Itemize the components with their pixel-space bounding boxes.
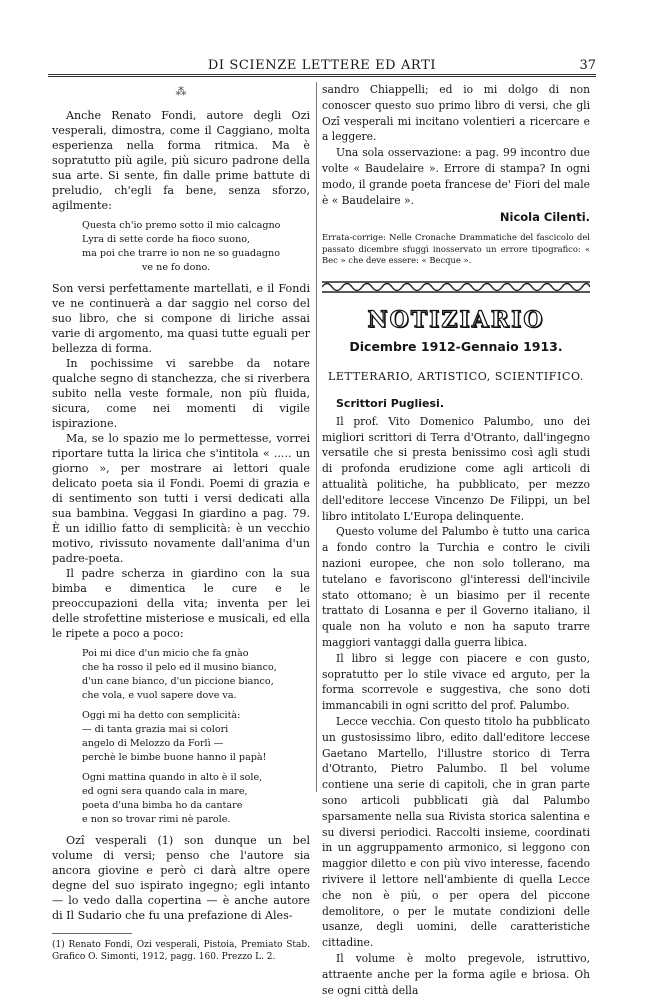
verse-line: che ha rosso il pelo ed il musino bianco, [82, 662, 277, 673]
subheading: Scrittori Pugliesi. [336, 396, 445, 410]
paragraph: sandro Chiappelli; ed io mi dolgo di non conoscer questo suo primo libro di versi, che gli Ozî vesperali mi incitano volentieri a ricercare e a leggere. [322, 83, 590, 144]
verse-line: e non so trovar rimi nè parole. [82, 814, 231, 825]
paragraph: Lecce vecchia. Con questo titolo ha pubblicato un gustosissimo libro, edito dall'editore leccese Gaetano Martello, l'illustre storico di Terra d'Otranto, Pietro Palumbo. Il bel volume contiene una serie di capitoli, che in gran parte sono articoli pubblicati già dal Palumbo sparsamente nella sua Rivista storica salentina e su diversi periodici. Raccolti insieme, coordinati in un aggruppamento armonico, si leggono con maggior diletto e con più vivo interesse, facendo rivivere il lettore nell'ambiente di quella Lecce che non è più, o per opera del piccone demolitore, o per le mutate condizioni delle usanze, degli uomini, delle caratteristiche cittadine. [322, 715, 590, 950]
footnote: (1) Renato Fondi, Ozi vesperali, Pistoia, Premiato Stab. Grafico O. Simonti, 1912, pagg. 160. Prezzo L. 2. [52, 940, 310, 962]
verse-line: Ogni mattina quando in alto è il sole, [82, 772, 263, 783]
paragraph: Il padre scherza in giardino con la sua bimba e dimentica le cure e le preoccupazioni della vita; inventa per lei delle strofettine misteriose e musicali, ed ella le ripete a poco a poco: [52, 567, 310, 640]
right-column [322, 82, 590, 998]
ornamental-border-icon [322, 277, 590, 297]
verse-line: Lyra di sette corde ha fioco suono, [82, 234, 251, 245]
verse-line: d'un cane bianco, d'un piccione bianco, [82, 676, 274, 687]
notiziario-title-text: NOTIZIARIO [367, 306, 545, 333]
left-column [52, 82, 310, 963]
verse-line: — di tanta grazia mai si colori [82, 724, 229, 735]
paragraph: Il libro si legge con piacere e con gusto, sopratutto per lo stile vivace ed arguto, per la forma scorrevole e suggestiva, che sono doti immancabili in ogni scritto del prof. Palumbo. [322, 651, 590, 713]
paragraph: Il volume è molto pregevole, istruttivo, attraente anche per la forma agile e briosa. Oh se ogni città della [322, 951, 590, 997]
paragraph: Questo volume del Palumbo è tutto una carica a fondo contro la Turchia e contro le civili nazioni europee, che non solo tollerano, ma tutelano e favoriscono gl'interessi dell'incivile stato ottomano; è un biasimo per il recente trattato di Losanna e per il Governo italiano, il quale non ha voluto e non ha saputo trarre maggiori vantaggi dalla guerra libica. [322, 525, 590, 650]
verse-line: che vola, e vuol sapere dove va. [82, 690, 237, 701]
verse-line: Poi mi dice d'un micio che fa gnào [82, 648, 249, 659]
verse-line: perchè le bimbe buone hanno il papà! [82, 752, 267, 763]
verse-line: angelo di Melozzo da Forlì — [82, 738, 224, 749]
verse-block [82, 219, 310, 275]
verse-line: poeta d'una bimba ho da cantare [82, 800, 243, 811]
verse-line: ed ogni sera quando cala in mare, [82, 786, 248, 797]
header-title: DI SCIENZE LETTERE ED ARTI [207, 58, 437, 73]
paragraph: Son versi perfettamente martellati, e il Fondi ve ne continuerà a dar saggio nel corso del suo libro, che si compone di liriche assai varie di argomento, ma quasi tutte eguali per bellezza di forma. [52, 282, 310, 355]
verse-block [82, 709, 310, 765]
paragraph: Il prof. Vito Domenico Palumbo, uno dei migliori scrittori di Terra d'Otranto, dall'ingegno versatile che si presta benissimo così agli studi di profonda erudizione come agli articoli di attualità politiche, ha pubblicato, per mezzo dell'editore leccese Vincenzo De Filippi, un bel libro intitolato L'Europa delinquente. [322, 414, 590, 523]
verse-line: Oggi mi ha detto con semplicità: [82, 710, 241, 721]
paragraph: In pochissime vi sarebbe da notare qualche segno di stanchezza, che si riverbera subito nella veste formale, non più fluida, sicura, come nei momenti di vigile ispirazione. [52, 357, 310, 430]
issue-dates: Dicembre 1912-Gennaio 1913. [349, 338, 563, 354]
page-number: 37 [579, 58, 596, 73]
errata-corrige: Errata-corrige: Nelle Cronache Drammatiche del fascicolo del passato dicembre sfuggì inosservato un errore tipografico: « Bec » che deve essere: « Becque ». [322, 232, 590, 266]
section-heading: LETTERARIO, ARTISTICO, SCIENTIFICO. [327, 369, 585, 383]
header-rule [48, 74, 596, 77]
verse-line: Questa ch'io premo sotto il mio calcagno [82, 220, 281, 231]
paragraph: Ozî vesperali (1) son dunque un bel volume di versi; penso che l'autore sia ancora giovine e però ci darà altre opere degne del suo ispirato ingegno; egli intanto — lo vedo dalla copertina — è anche autore di Il Sudario che fu una prefazione di Ales- [52, 834, 310, 922]
verse-line: ma poi che trarre io non ne so guadagno [82, 248, 280, 259]
decorative-border [322, 277, 590, 297]
paragraph: Una sola osservazione: a pag. 99 incontro due volte « Baudelaire ». Errore di stampa? In ogni modo, il grande poeta francese de' Fiori del male è « Baudelaire ». [322, 146, 590, 207]
footnote-rule [52, 933, 132, 934]
author-signature: Nicola Cilenti. [499, 210, 590, 225]
asterism-ornament: ⁂ [175, 85, 187, 98]
verse-line: ve ne fo dono. [142, 262, 211, 273]
column-divider [316, 82, 317, 792]
verse-block [82, 771, 310, 827]
notiziario-title [322, 307, 590, 333]
verse-block [82, 647, 310, 703]
paragraph: Anche Renato Fondi, autore degli Ozi vesperali, dimostra, come il Caggiano, molta esperienza nella forma ritmica. Ma è sopratutto più agile, più sicuro padrone della sua arte. Si sente, fin dalle prime battute di preludio, ch'egli fa bene, senza sforzo, agilmente: [52, 109, 310, 212]
running-header [48, 58, 596, 74]
paragraph: Ma, se lo spazio me lo permettesse, vorrei riportare tutta la lirica che s'intitola « ..... un giorno », per mostrare ai lettori quale delicato poeta sia il Fondi. Poemi di grazia e di sentimento son tutti i versi dedicati alla sua bambina. Veggasi In giardino a pag. 79. È un idillio fatto di semplicità: è un vecchio motivo, rivissuto novamente dall'anima d'un padre-poeta. [52, 432, 310, 565]
